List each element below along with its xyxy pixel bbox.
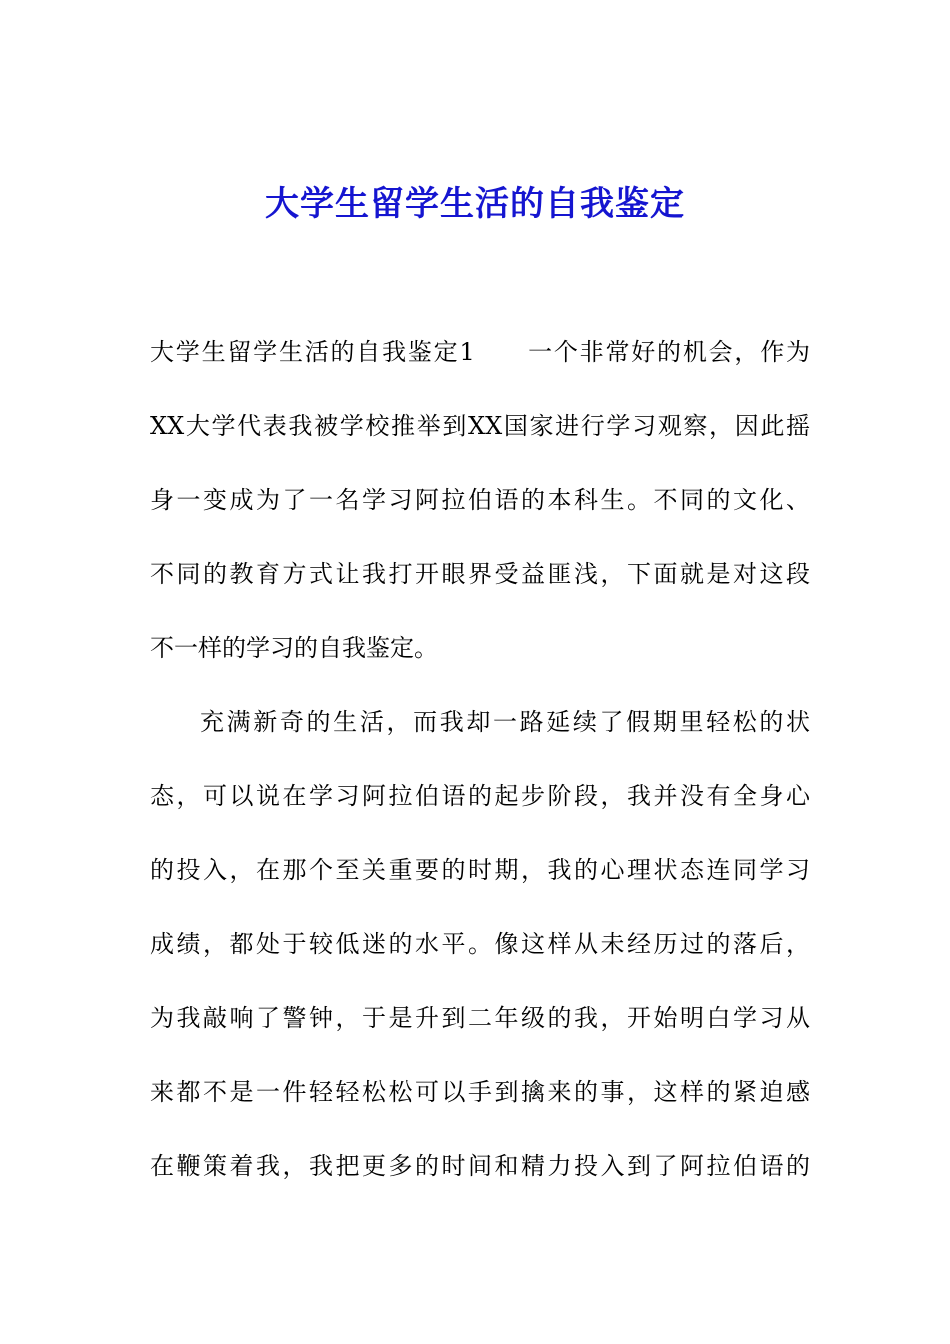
text-line: 不同的教育方式让我打开眼界受益匪浅，下面就是对这段 [150, 560, 810, 588]
text-line: 为我敲响了警钟，于是升到二年级的我，开始明白学习从 [150, 1004, 810, 1032]
text-line: 身一变成为了一名学习阿拉伯语的本科生。不同的文化、 [150, 486, 810, 514]
text-line: 充满新奇的生活，而我却一路延续了假期里轻松的状 [200, 708, 810, 736]
text-line: 不一样的学习的自我鉴定。 [150, 634, 438, 662]
text-line: 在鞭策着我，我把更多的时间和精力投入到了阿拉伯语的 [150, 1152, 810, 1180]
text-line: 的投入，在那个至关重要的时期，我的心理状态连同学习 [150, 856, 810, 884]
text-line: 来都不是一件轻轻松松可以手到擒来的事，这样的紧迫感 [150, 1078, 810, 1106]
text-line: 大学生留学生活的自我鉴定1 一个非常好的机会，作为 [150, 338, 810, 366]
text-line: 成绩，都处于较低迷的水平。像这样从未经历过的落后， [150, 930, 810, 958]
text-line: 态，可以说在学习阿拉伯语的起步阶段，我并没有全身心 [150, 782, 810, 810]
document-title: 大学生留学生活的自我鉴定 [265, 184, 685, 224]
text-line: XX大学代表我被学校推举到XX国家进行学习观察，因此摇 [150, 412, 810, 440]
paragraph-1 [150, 315, 810, 685]
paragraph-2 [150, 685, 810, 1203]
